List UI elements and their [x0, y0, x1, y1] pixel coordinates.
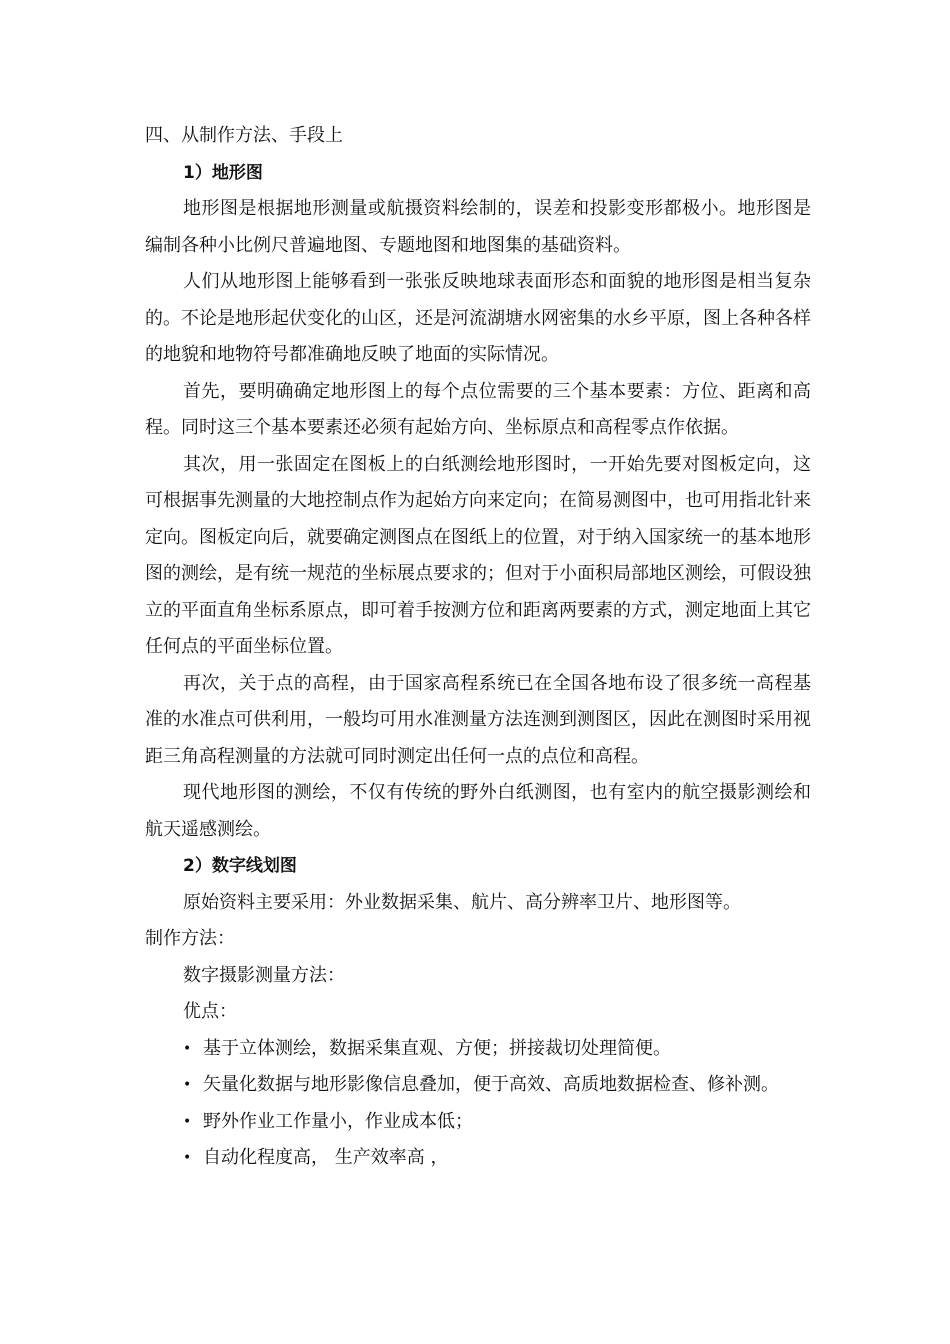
bullet-icon: •	[183, 1150, 192, 1166]
list-item-text: 矢量化数据与地形影像信息叠加，便于高效、高质地数据检查、修补测。	[203, 1074, 779, 1095]
list-item-text: 自动化程度高， 生产效率高 ，	[203, 1147, 449, 1168]
list-item	[145, 1104, 811, 1141]
dlg-source-data: 原始资料主要采用：外业数据采集、航片、高分辨率卫片、地形图等。	[183, 891, 741, 913]
topo-paragraph-1: 地形图是根据地形测量或航摄资料绘制的，误差和投影变形都极小。地形图是编制各种小比例尺普遍地图、专题地图和地图集的基础资料。	[145, 198, 811, 256]
document-body	[145, 118, 811, 1177]
dlg-method-label: 制作方法：	[145, 928, 235, 949]
bullet-icon: •	[183, 1040, 192, 1057]
topo-paragraph-4: 其次，用一张固定在图板上的白纸测绘地形图时，一开始先要对图板定向，这可根据事先测量的大地控制点作为起始方向来定向；在简易测图中，也可用指北针来定向。图板定向后，就要确定测图点在图纸上的位置，对于纳入国家统一的基本地形图的测绘，是有统一规范的坐标展点要求的；但对于小面积局部地区测绘，可假设独立的平面直角坐标系原点，即可着手按测方位和距离两要素的方式，测定地面上其它任何点的平面坐标位置。	[145, 453, 811, 657]
topo-paragraph-5: 再次，关于点的高程，由于国家高程系统已在全国各地布设了很多统一高程基准的水准点可供利用，一般均可用水准测量方法连测到测图区，因此在测图时采用视距三角高程测量的方法就可同时测定出任何一点的点位和高程。	[145, 672, 811, 767]
heading-topographic-map: 1）地形图	[183, 162, 263, 183]
section-title: 四、从制作方法、手段上	[145, 125, 343, 146]
topo-paragraph-6: 现代地形图的测绘，不仅有传统的野外白纸测图，也有室内的航空摄影测绘和航天遥感测绘。	[145, 782, 811, 840]
heading-digital-line-graph: 2）数字线划图	[183, 856, 297, 876]
bullet-icon: •	[183, 1077, 192, 1093]
dlg-method-name: 数字摄影测量方法：	[183, 964, 345, 986]
list-item-text: 野外作业工作量小，作业成本低；	[203, 1110, 473, 1132]
bullet-icon: •	[183, 1113, 192, 1130]
list-item	[145, 1140, 811, 1177]
dlg-advantages-label: 优点：	[183, 1001, 237, 1022]
list-item	[145, 1031, 811, 1068]
advantages-list	[145, 1031, 811, 1177]
topo-paragraph-3: 首先，要明确确定地形图上的每个点位需要的三个基本要素：方位、距离和高程。同时这三个基本要素还必须有起始方向、坐标原点和高程零点作依据。	[145, 380, 811, 438]
topo-paragraph-2: 人们从地形图上能够看到一张张反映地球表面形态和面貌的地形图是相当复杂的。不论是地形起伏变化的山区，还是河流湖塘水网密集的水乡平原，图上各种各样的地貌和地物符号都准确地反映了地面的实际情况。	[145, 271, 811, 365]
list-item-text: 基于立体测绘，数据采集直观、方便；拼接裁切处理简便。	[203, 1037, 671, 1059]
list-item	[145, 1067, 811, 1104]
